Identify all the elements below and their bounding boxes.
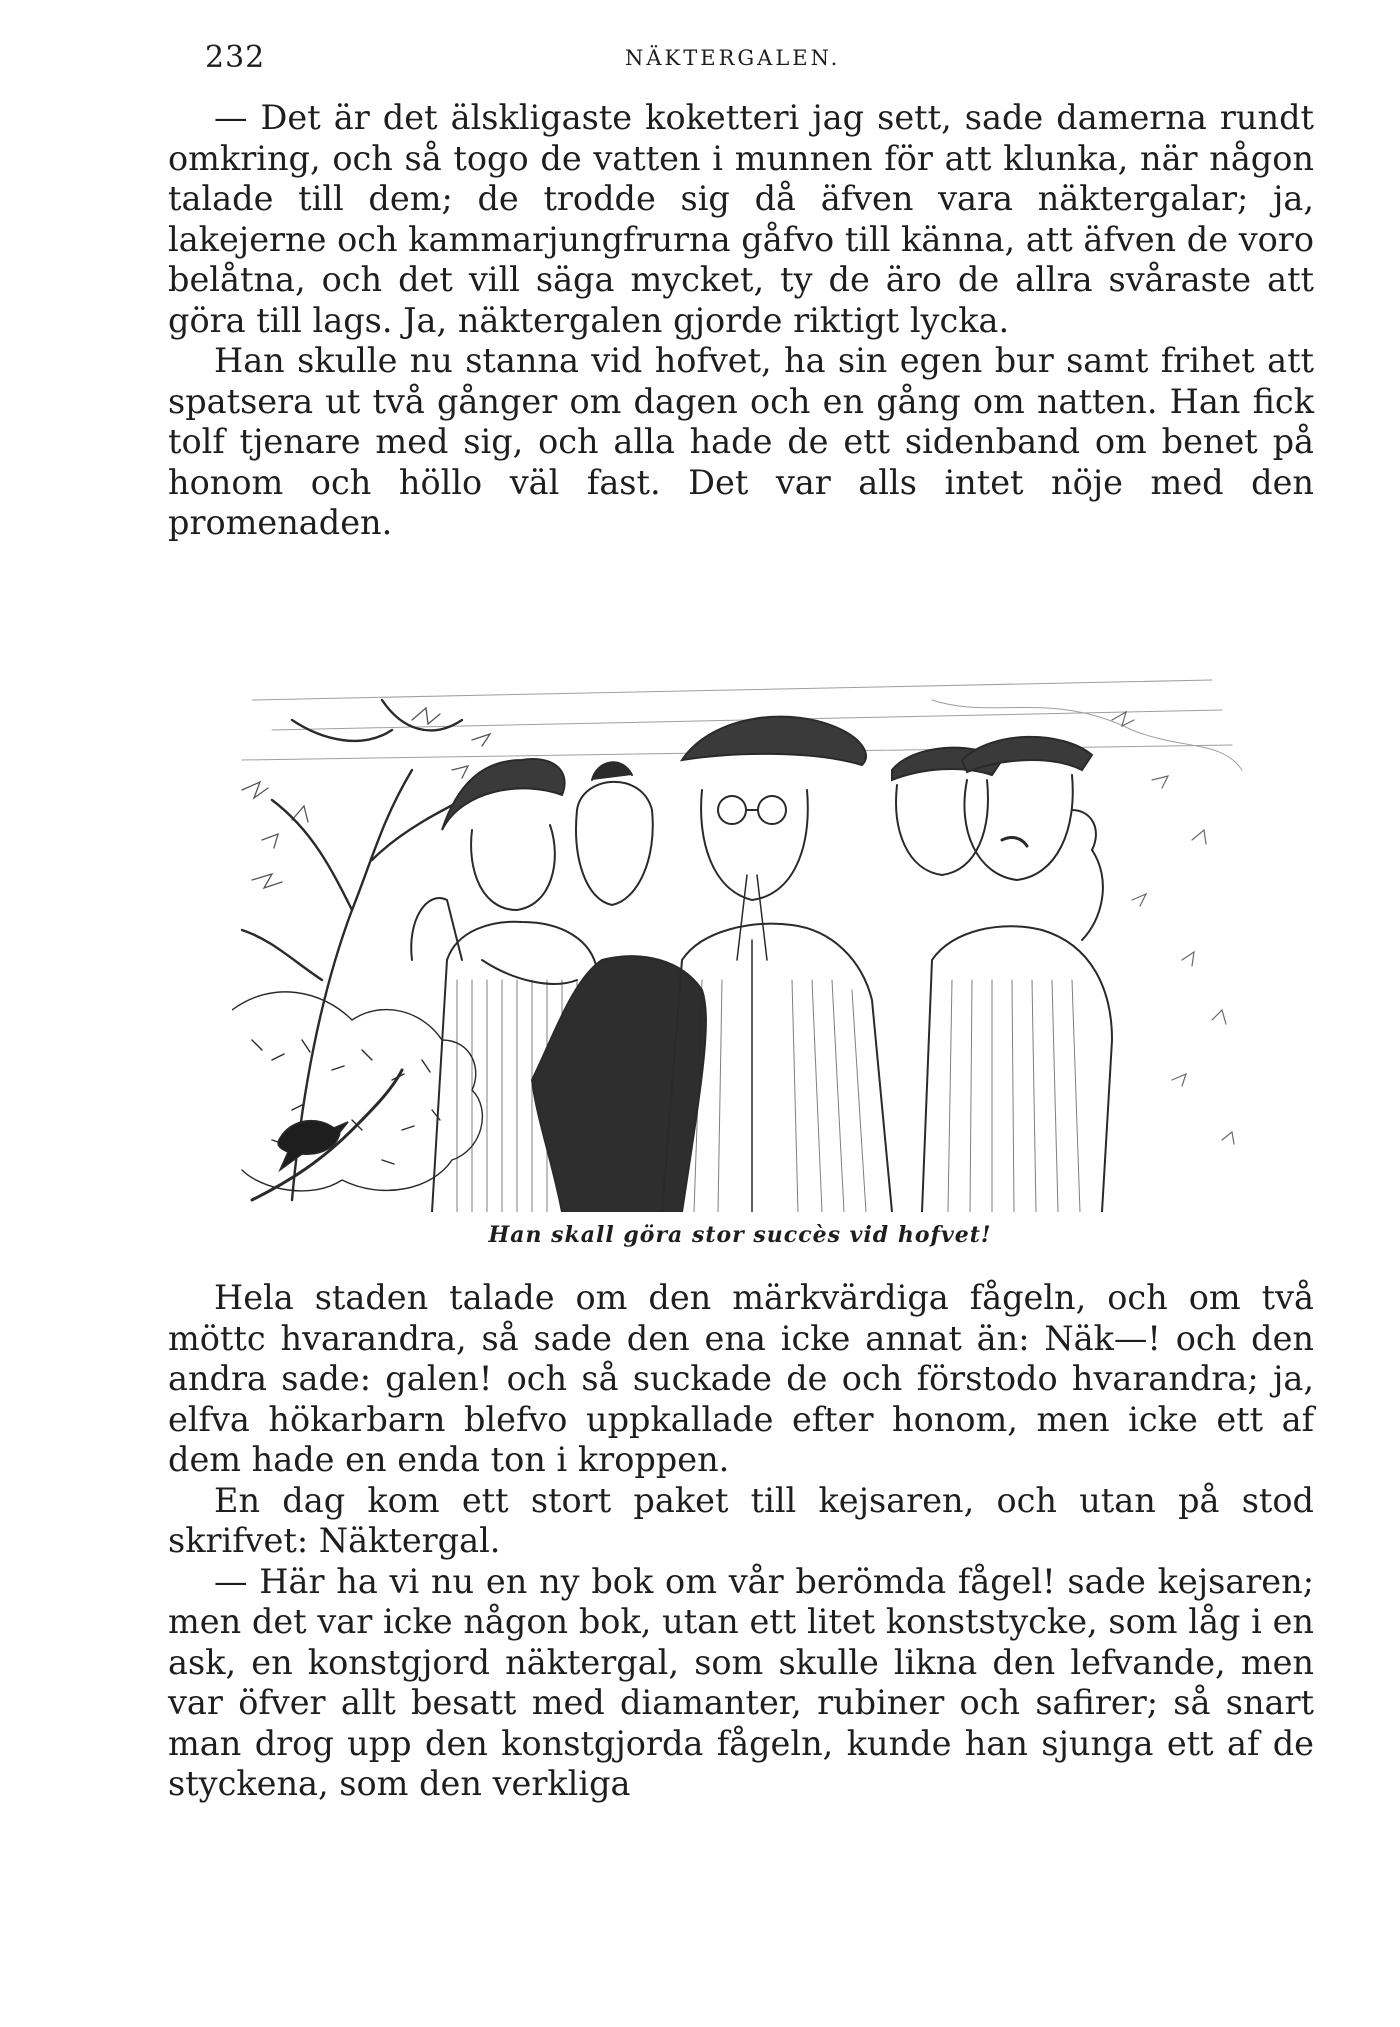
paragraph: — Här ha vi nu en ny bok om vår berömda fågel! sade kejsaren; men det var icke någon bok, utan ett litet konststycke, som låg i en ask, en konstgjord näktergal, som skulle likna den lefvande, men var öfver allt besatt med diamanter, rubiner och safirer; så snart man drog upp den konstgjorda fågeln, kunde han sjunga ett af de styckena, som den verkliga [168, 1561, 1314, 1803]
running-head: NÄKTERGALEN. [625, 46, 841, 70]
page-header [205, 40, 1315, 80]
paragraph: Han skulle nu stanna vid hofvet, ha sin egen bur samt frihet att spatsera ut två gånger om dagen och en gång om natten. Han fick tolf tjenare med sig, och alla hade de ett sidenband om benet på honom och höllo väl fast. Det var alls intet nöje med den promenaden. [168, 341, 1314, 542]
paragraph: — Det är det älskligaste koketteri jag sett, sade damerna rundt omkring, och så togo de vatten i munnen för att klunka, när någon talade till dem; de trodde sig då äfven vara näktergalar; ja, lakejerne och kammarjungfrurna gåfvo till känna, att äfven de voro belåtna, och det vill säga mycket, ty de äro de allra svåraste att göra till lags. Ja, näktergalen gjorde riktigt lycka. [168, 98, 1314, 340]
paragraph: En dag kom ett stort paket till kejsaren, och utan på stod skrifvet: Näktergal. [168, 1480, 1314, 1560]
paragraph: Hela staden talade om den märkvärdiga fågeln, och om två möttc hvarandra, så sade den ena icke annat än: Näk—! och den andra sade: galen! och så suckade de och förstodo hvarandra; ja, elfva hökarbarn blefvo uppkallade efter honom, men icke ett af dem hade en enda ton i kroppen. [168, 1278, 1314, 1479]
figure-caption: Han skall göra stor succès vid hofvet! [488, 1222, 992, 1248]
illustration [232, 660, 1262, 1212]
engraving-courtiers-and-nightingale [232, 660, 1262, 1212]
text-block-bottom [168, 1278, 1314, 1805]
page-number: 232 [205, 40, 266, 75]
text-block-top [168, 98, 1314, 544]
